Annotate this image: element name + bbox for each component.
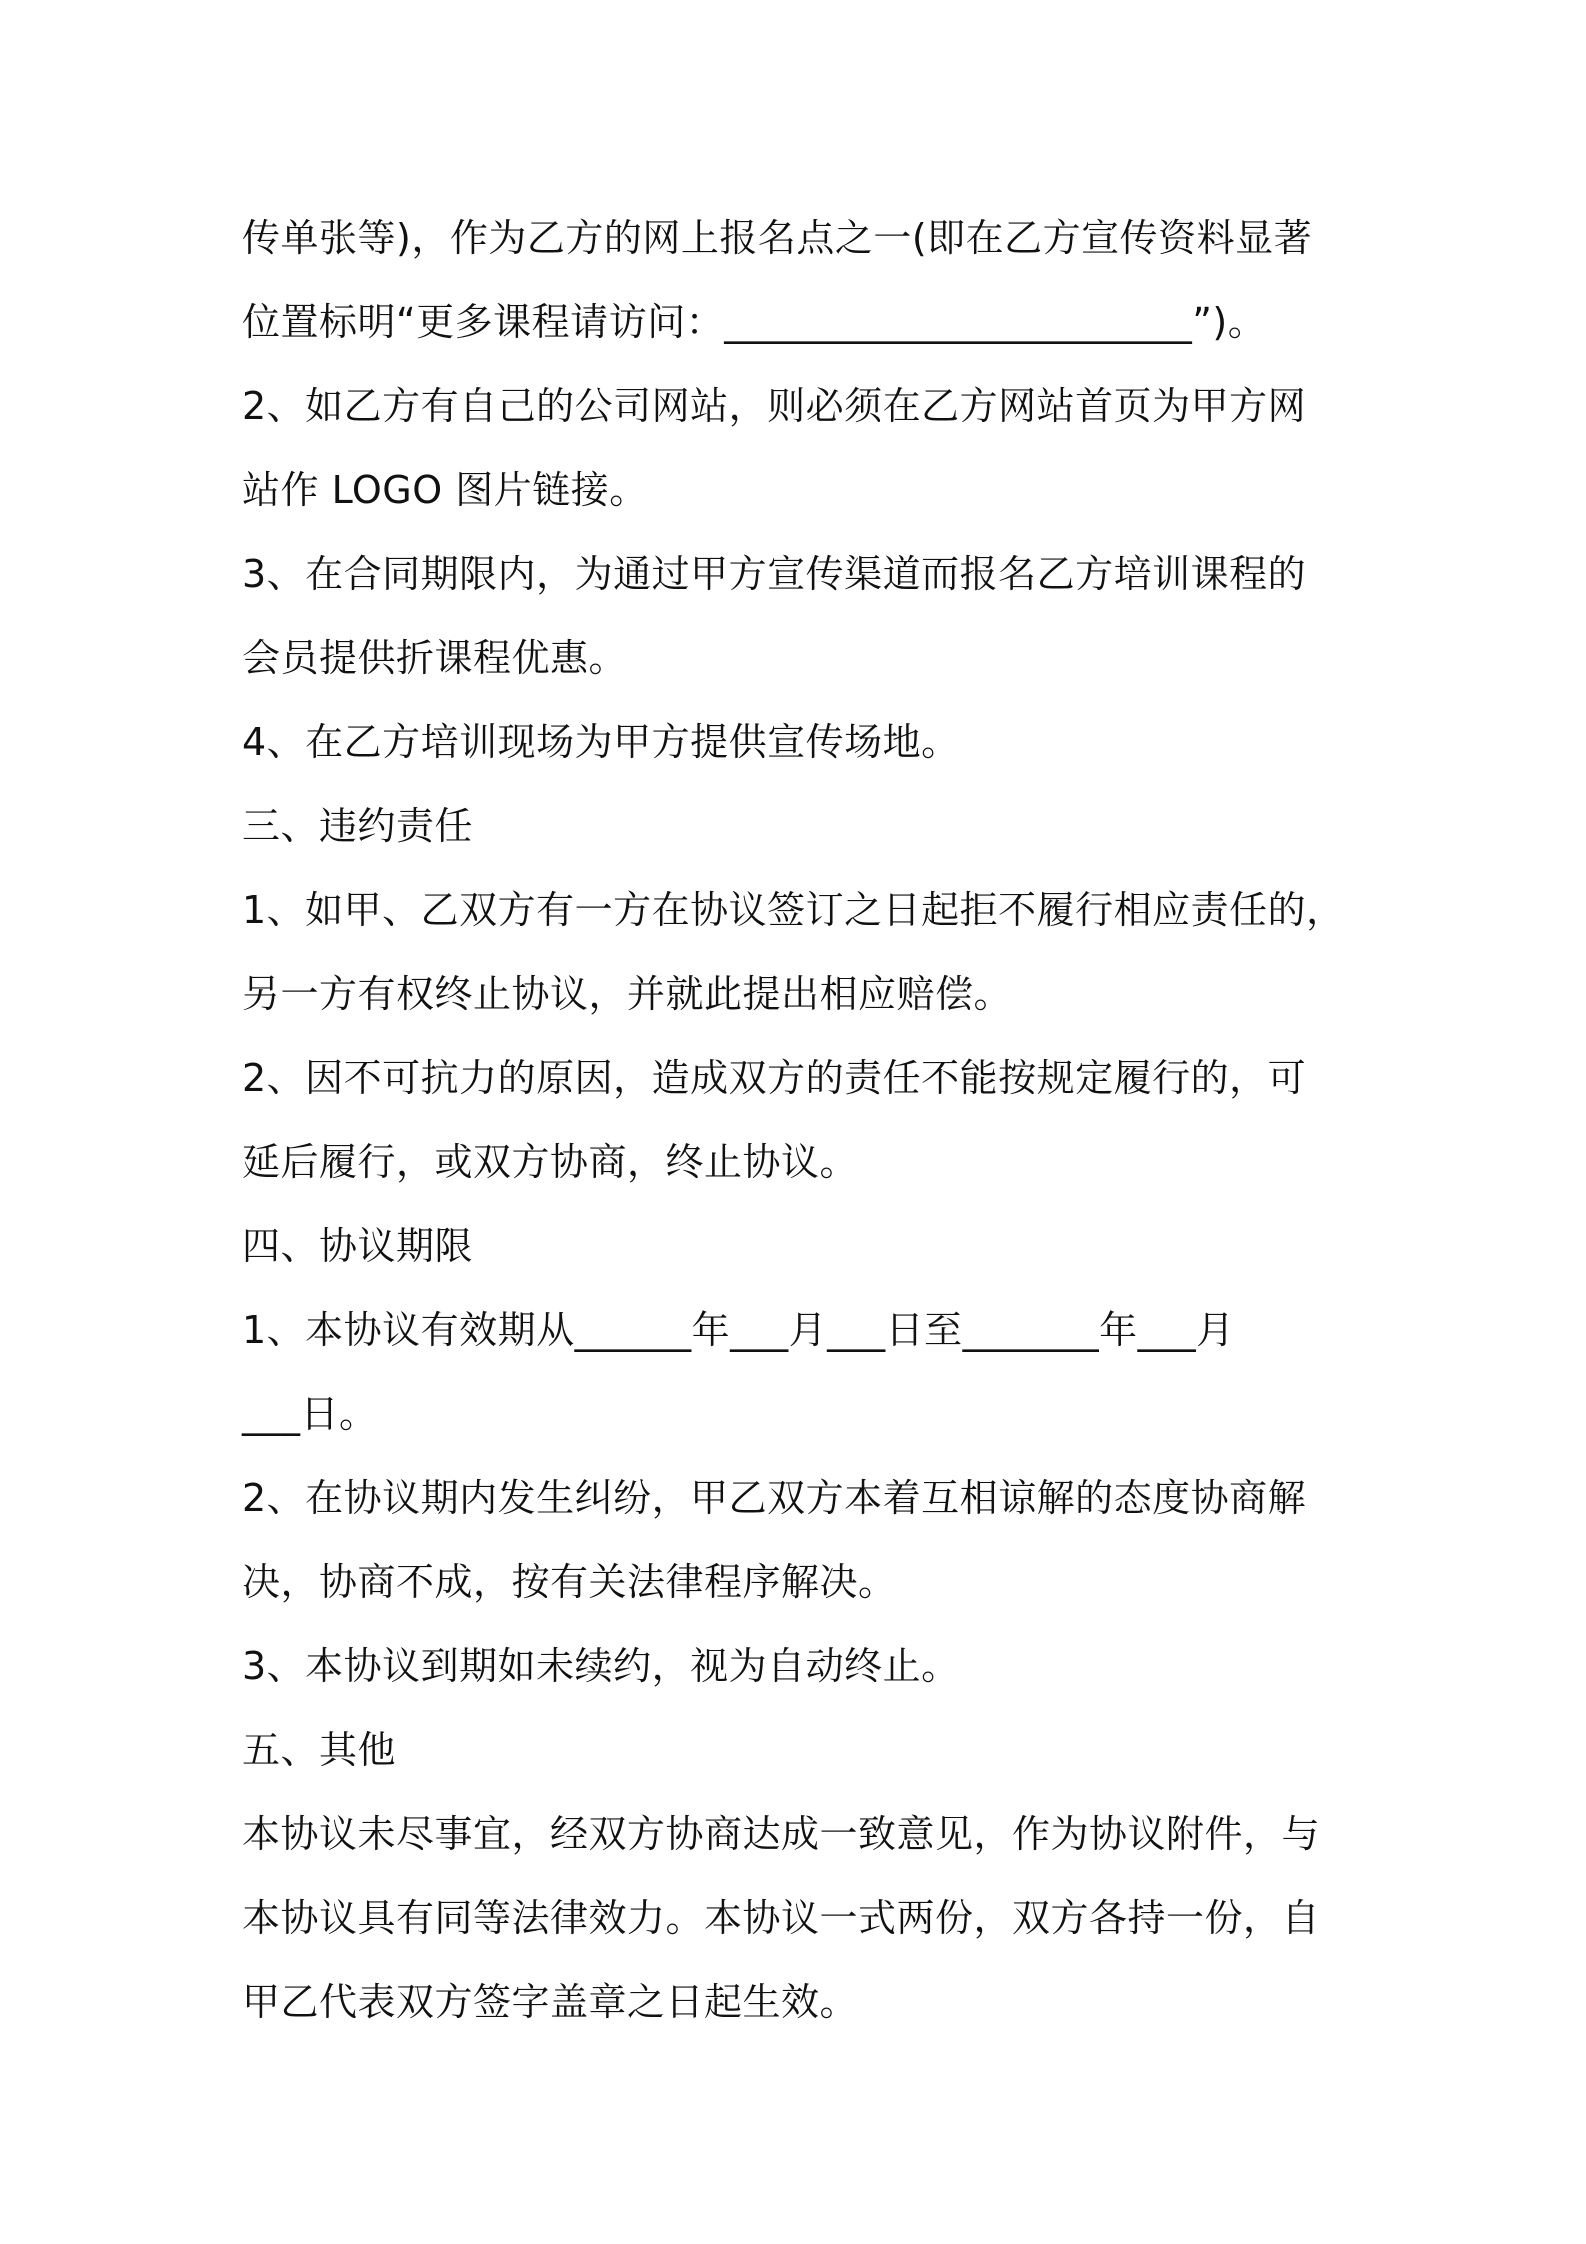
- text-line: 本协议具有同等法律效力。本协议一式两份，双方各持一份，自: [242, 1896, 1321, 1940]
- text-line: 位置标明“更多课程请访问：________________________”)。: [242, 300, 1267, 344]
- text-line: 甲乙代表双方签字盖章之日起生效。: [242, 1980, 859, 2024]
- text-line: 站作 LOGO 图片链接。: [242, 468, 648, 512]
- text-line: ___日。: [242, 1392, 378, 1436]
- text-line: 另一方有权终止协议，并就此提出相应赔偿。: [242, 972, 1013, 1016]
- text-line: 3、在合同期限内，为通过甲方宣传渠道而报名乙方培训课程的: [242, 552, 1307, 596]
- section-heading: 三、违约责任: [242, 804, 474, 848]
- text-line: 2、因不可抗力的原因，造成双方的责任不能按规定履行的，可: [242, 1056, 1307, 1100]
- text-line: 延后履行，或双方协商，终止协议。: [242, 1140, 859, 1184]
- text-line: 3、本协议到期如未续约，视为自动终止。: [242, 1644, 960, 1688]
- text-line: 决，协商不成，按有关法律程序解决。: [242, 1560, 897, 1604]
- section-heading: 四、协议期限: [242, 1224, 474, 1268]
- section-heading: 五、其他: [242, 1728, 397, 1772]
- text-line: 传单张等)，作为乙方的网上报名点之一(即在乙方宣传资料显著: [242, 216, 1313, 260]
- text-line: 1、本协议有效期从______年___月___日至_______年___月: [242, 1308, 1235, 1352]
- text-line: 本协议未尽事宜，经双方协商达成一致意见，作为协议附件，与: [242, 1812, 1321, 1856]
- text-line: 2、在协议期内发生纠纷，甲乙双方本着互相谅解的态度协商解: [242, 1476, 1307, 1520]
- text-line: 4、在乙方培训现场为甲方提供宣传场地。: [242, 720, 960, 764]
- text-line: 会员提供折课程优惠。: [242, 636, 628, 680]
- document-body: [242, 196, 1362, 2044]
- text-line: 1、如甲、乙双方有一方在协议签订之日起拒不履行相应责任的，: [242, 888, 1345, 932]
- text-line: 2、如乙方有自己的公司网站，则必须在乙方网站首页为甲方网: [242, 384, 1307, 428]
